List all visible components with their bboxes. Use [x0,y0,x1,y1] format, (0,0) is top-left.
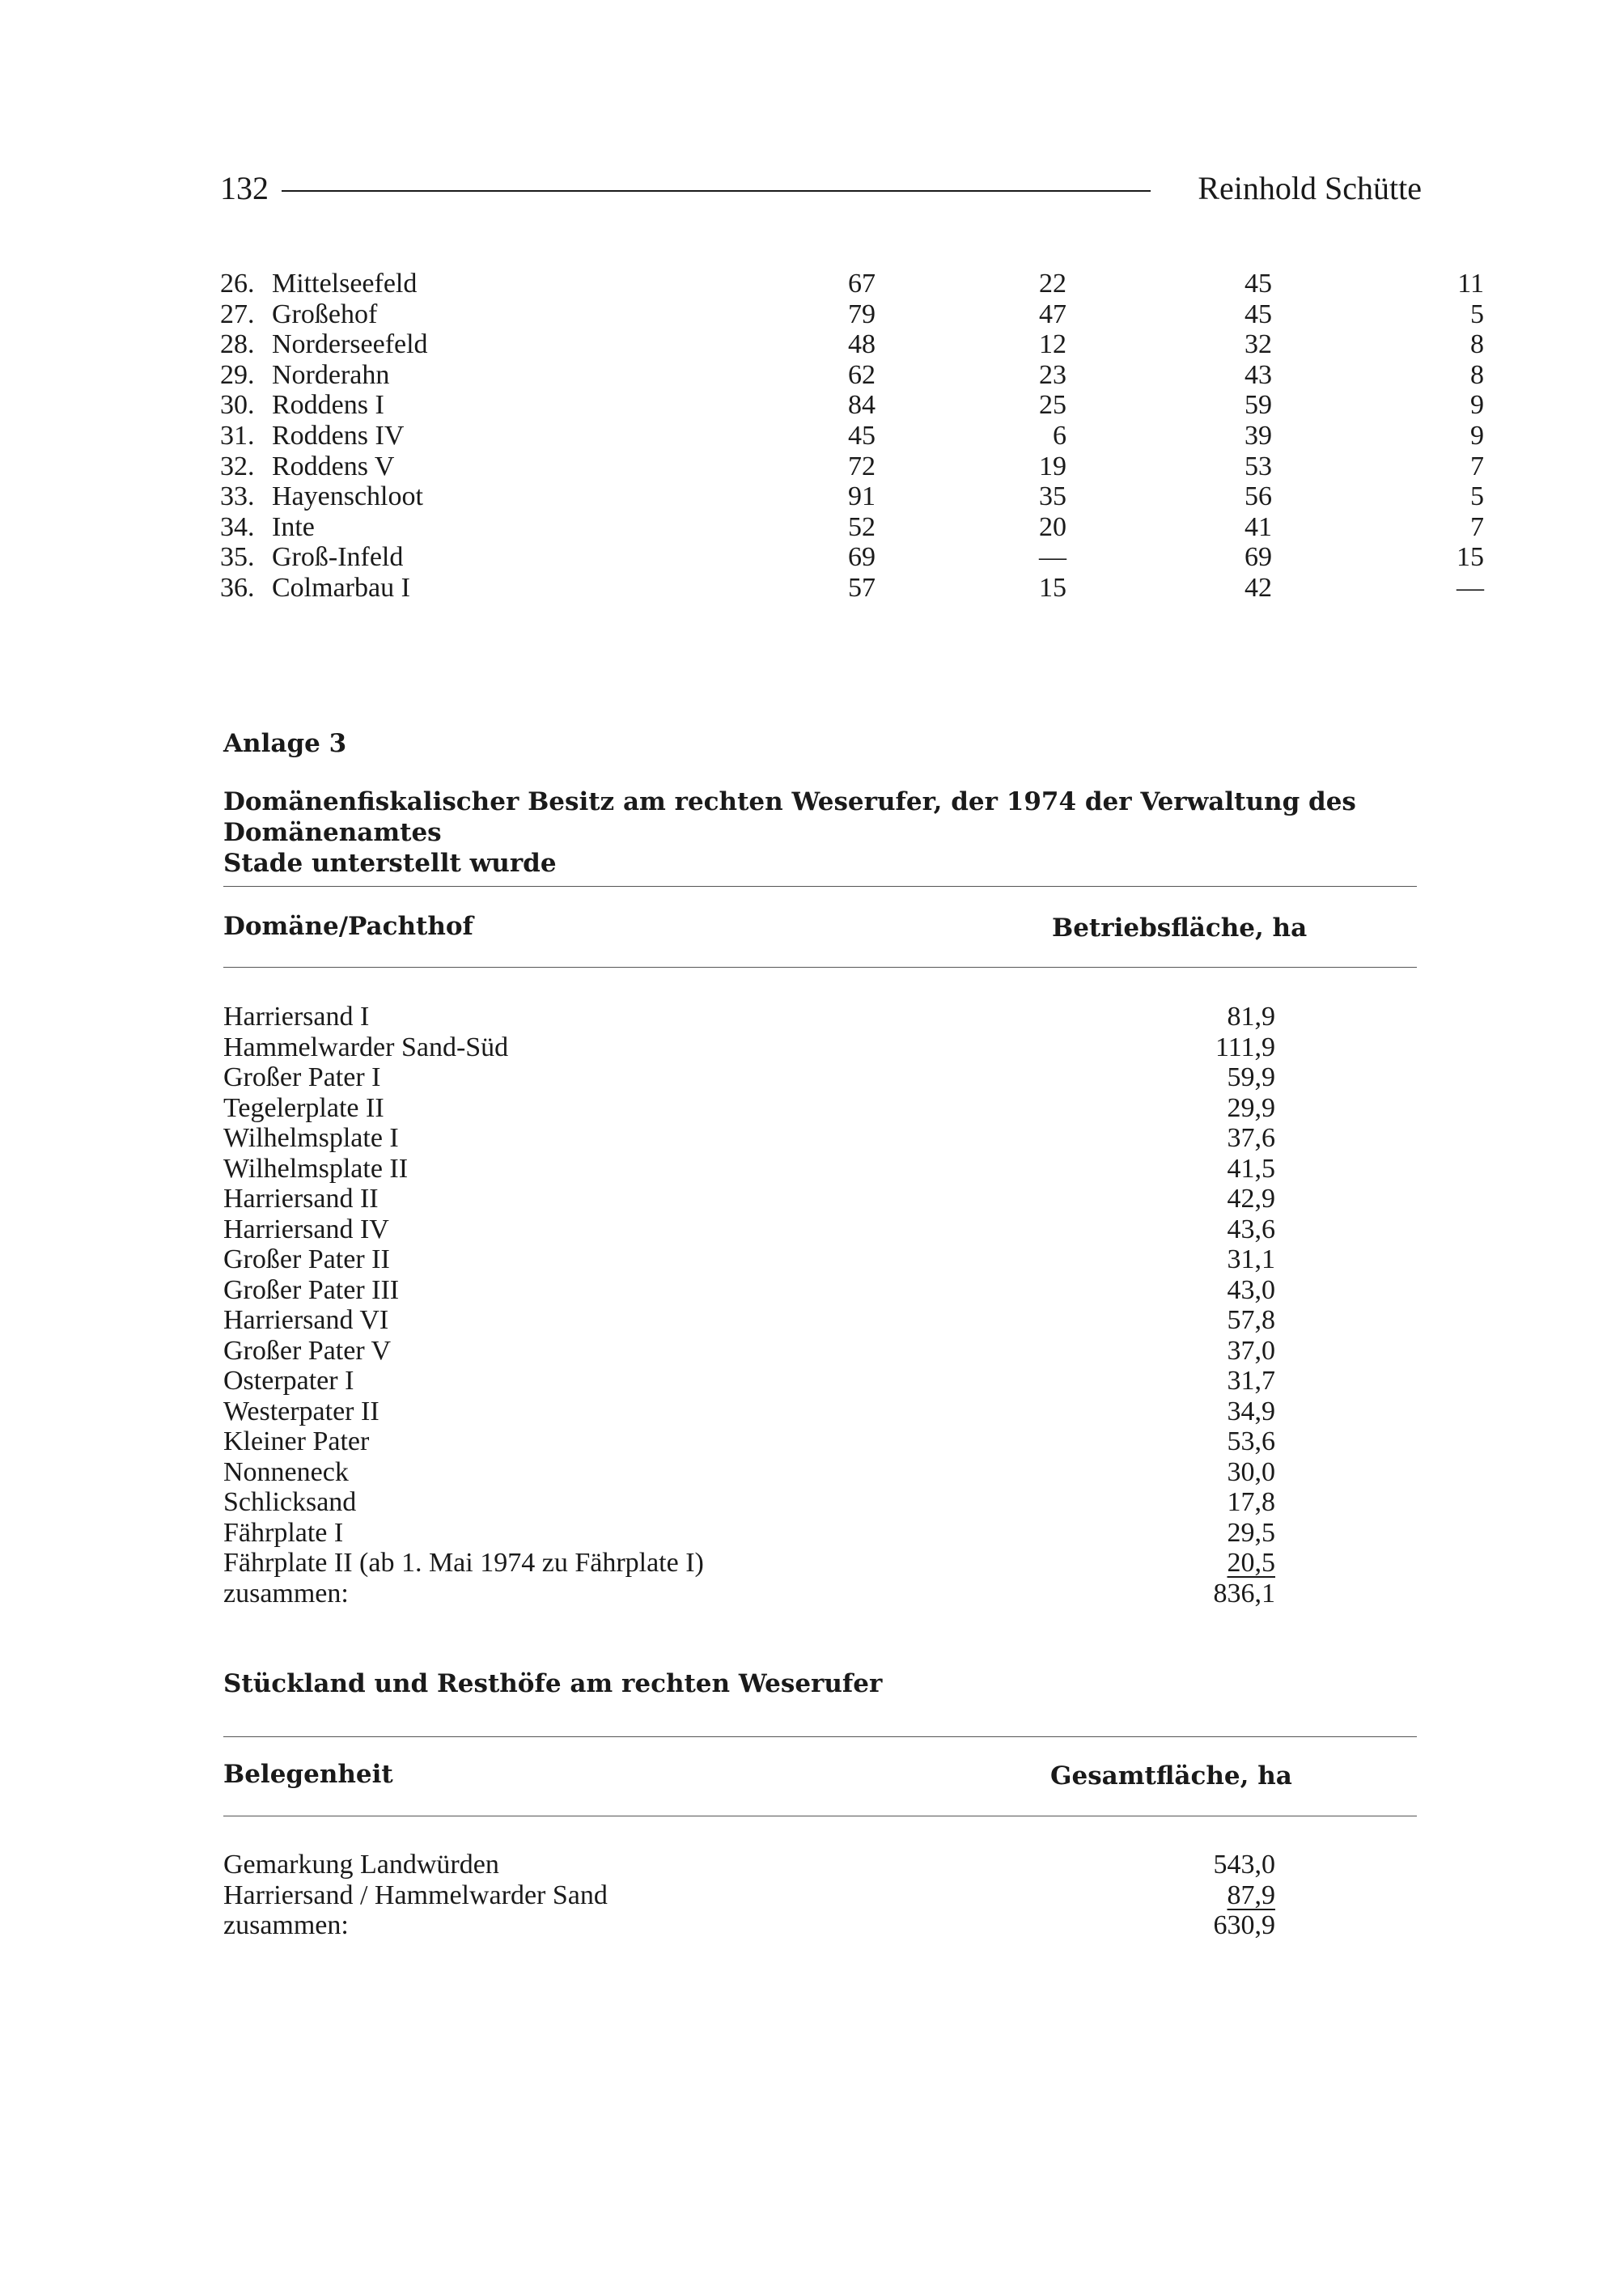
row-value-4: 5 [1470,299,1484,329]
row-value-4: 9 [1470,390,1484,421]
table1-col2-header: Betriebsfläche, ha [1052,913,1308,943]
table-row [220,299,1484,330]
total-row [223,1910,1275,1941]
row-number: 29. [220,359,255,390]
item-name: Westerpater II [223,1396,379,1426]
list-item [223,1850,1275,1880]
item-name: Tegelerplate II [223,1092,384,1123]
list-item [223,1548,1275,1579]
list-item [223,1062,1275,1093]
row-name: Inte [272,511,315,542]
list-item [223,1032,1275,1063]
item-value: 20,5 [1227,1548,1275,1578]
running-author: Reinhold Schütte [1198,170,1422,206]
item-value: 37,0 [1227,1335,1275,1366]
row-value-3: 45 [1245,269,1272,299]
item-name: Hammelwarder Sand-Süd [223,1032,509,1062]
row-value-3: 59 [1245,390,1272,421]
list-item [223,1275,1275,1306]
item-value: 29,5 [1227,1517,1275,1548]
row-value-2: 19 [1039,451,1066,481]
row-value-2: 6 [1053,420,1066,451]
appendix-title [223,786,1421,879]
table-row [220,390,1484,421]
list-item [223,1184,1275,1214]
row-value-2: 22 [1039,269,1066,299]
row-name: Mittelseefeld [272,269,418,299]
list-item [223,1244,1275,1275]
list-item [223,1518,1275,1549]
row-number: 31. [220,420,255,451]
table-row [220,420,1484,451]
item-name: Harriersand / Hammelwarder Sand [223,1880,608,1910]
row-value-2: 25 [1039,390,1066,421]
item-name: Wilhelmsplate I [223,1123,399,1153]
row-value-4: — [1457,572,1484,603]
appendix-title-line-1: Domänenfiskalischer Besitz am rechten Weserufer, der 1974 der Verwaltung des Domänenamtes [223,787,1356,847]
row-number: 26. [220,269,255,299]
list-item [223,1366,1275,1397]
row-number: 30. [220,390,255,421]
row-value-3: 39 [1245,420,1272,451]
item-name: Harriersand IV [223,1214,389,1244]
item-value: 41,5 [1227,1153,1275,1184]
row-value-1: 62 [848,359,876,390]
row-name: Roddens V [272,451,395,481]
row-value-3: 56 [1245,481,1272,512]
row-name: Hayenschloot [272,481,423,512]
list-item [223,1093,1275,1124]
row-value-1: 52 [848,511,876,542]
item-value: 37,6 [1227,1123,1275,1153]
row-value-4: 9 [1470,420,1484,451]
table-row [220,451,1484,482]
row-value-3: 41 [1245,511,1272,542]
list-item [223,1336,1275,1367]
running-header [220,168,1422,209]
row-value-4: 7 [1470,451,1484,481]
row-value-2: 12 [1039,329,1066,360]
item-name: Fährplate I [223,1517,344,1548]
table-row [220,481,1484,512]
row-number: 35. [220,542,255,573]
item-value: 31,7 [1227,1366,1275,1396]
item-value: 42,9 [1227,1184,1275,1214]
row-number: 36. [220,572,255,603]
row-number: 28. [220,329,255,360]
item-value: 29,9 [1227,1092,1275,1123]
item-value: 53,6 [1227,1426,1275,1456]
row-value-1: 69 [848,542,876,573]
table1-body [223,1002,1275,1608]
row-value-2: 47 [1039,299,1066,329]
appendix-title-line-2: Stade unterstellt wurde [223,849,557,878]
row-value-1: 72 [848,451,876,481]
row-value-3: 45 [1245,299,1272,329]
item-name: Wilhelmsplate II [223,1153,409,1184]
row-name: Roddens IV [272,420,405,451]
list-item [223,1397,1275,1427]
item-name: Harriersand VI [223,1305,389,1335]
row-value-2: — [1039,542,1066,573]
item-name: Großer Pater V [223,1335,392,1366]
table-row [220,269,1484,299]
list-item [223,1426,1275,1457]
row-value-1: 84 [848,390,876,421]
list-item [223,1305,1275,1336]
row-value-1: 67 [848,269,876,299]
row-value-1: 48 [848,329,876,360]
row-value-3: 32 [1245,329,1272,360]
page-number: 132 [220,170,269,206]
row-value-2: 15 [1039,572,1066,603]
row-name: Großehof [272,299,378,329]
list-item [223,1002,1275,1032]
row-number: 27. [220,299,255,329]
row-value-4: 15 [1457,542,1484,573]
row-value-1: 45 [848,420,876,451]
table-row [220,572,1484,604]
table1-header-rule [223,967,1417,968]
row-value-4: 5 [1470,481,1484,512]
total-value: 836,1 [1213,1578,1275,1608]
row-value-4: 8 [1470,329,1484,360]
row-value-1: 91 [848,481,876,512]
item-name: Großer Pater I [223,1062,381,1092]
row-value-2: 23 [1039,359,1066,390]
item-value: 17,8 [1227,1487,1275,1517]
row-value-3: 43 [1245,359,1272,390]
list-item [223,1880,1275,1911]
item-name: Großer Pater III [223,1274,400,1305]
item-name: Schlicksand [223,1487,357,1517]
table-row [220,329,1484,360]
item-name: Fährplate II (ab 1. Mai 1974 zu Fährplate I) [223,1548,704,1578]
total-label: zusammen: [223,1578,349,1608]
table-row [220,359,1484,391]
total-value: 630,9 [1213,1910,1275,1940]
item-value: 31,1 [1227,1244,1275,1274]
item-name: Osterpater I [223,1366,354,1396]
item-value: 543,0 [1213,1850,1275,1880]
row-number: 34. [220,511,255,542]
item-name: Gemarkung Landwürden [223,1850,499,1880]
item-value: 111,9 [1215,1032,1275,1062]
row-value-2: 20 [1039,511,1066,542]
item-value: 43,6 [1227,1214,1275,1244]
row-value-4: 11 [1457,269,1484,299]
total-row [223,1579,1275,1609]
item-name: Harriersand I [223,1002,370,1032]
list-item [223,1154,1275,1185]
row-number: 32. [220,451,255,481]
item-value: 81,9 [1227,1002,1275,1032]
row-name: Groß-Infeld [272,542,404,573]
total-label: zusammen: [223,1910,349,1940]
row-value-2: 35 [1039,481,1066,512]
table1-top-rule [223,886,1417,887]
table-row [220,511,1484,543]
table1-col1-header: Domäne/Pachthof [223,912,473,941]
row-name: Colmarbau I [272,572,410,603]
item-value: 30,0 [1227,1456,1275,1487]
item-name: Harriersand II [223,1184,379,1214]
item-name: Nonneneck [223,1456,349,1487]
table2-body [223,1850,1275,1941]
row-name: Norderahn [272,359,390,390]
item-name: Großer Pater II [223,1244,390,1274]
row-value-3: 42 [1245,572,1272,603]
row-value-1: 79 [848,299,876,329]
row-value-3: 69 [1245,542,1272,573]
header-rule [282,190,1151,192]
row-value-4: 7 [1470,511,1484,542]
row-value-1: 57 [848,572,876,603]
row-name: Roddens I [272,390,384,421]
item-value: 43,0 [1227,1274,1275,1305]
item-value: 34,9 [1227,1396,1275,1426]
item-value: 57,8 [1227,1305,1275,1335]
row-number: 33. [220,481,255,512]
table2-col1-header: Belegenheit [223,1760,393,1789]
section2-title: Stückland und Resthöfe am rechten Weserufer [223,1669,883,1698]
table2-top-rule [223,1736,1417,1737]
row-name: Norderseefeld [272,329,428,360]
item-value: 59,9 [1227,1062,1275,1092]
list-item [223,1487,1275,1518]
row-value-4: 8 [1470,359,1484,390]
appendix-label: Anlage 3 [223,729,347,758]
continued-table [220,269,1484,604]
list-item [223,1123,1275,1154]
table2-col2-header: Gesamtfläche, ha [1050,1761,1292,1791]
list-item [223,1457,1275,1488]
list-item [223,1214,1275,1245]
table-row [220,542,1484,573]
row-value-3: 53 [1245,451,1272,481]
item-value: 87,9 [1227,1880,1275,1910]
item-name: Kleiner Pater [223,1426,370,1456]
